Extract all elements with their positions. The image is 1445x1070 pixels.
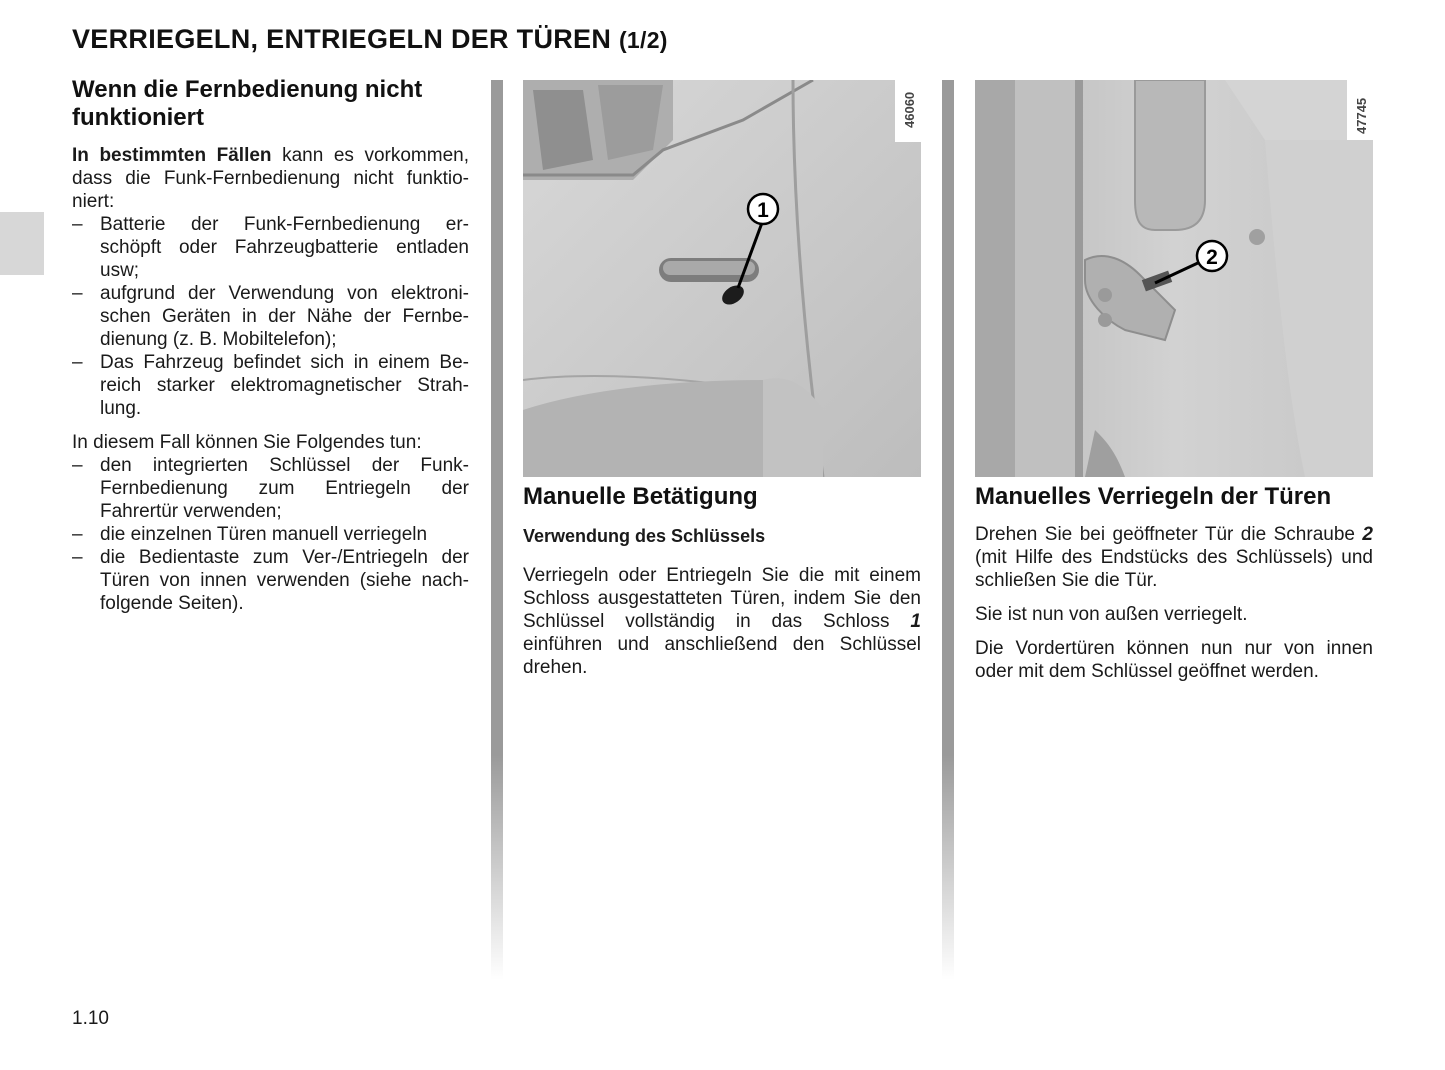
intro-rest: kann es vorkommen, dass die Funk-Fernbedienung nicht funktio-niert: bbox=[72, 145, 469, 212]
door-latch-illustration bbox=[975, 80, 1373, 477]
column-divider-1 bbox=[491, 80, 503, 980]
intro-bold: In bestimmten Fällen bbox=[72, 145, 272, 166]
figure-door-lock bbox=[523, 80, 921, 477]
figure-door-latch bbox=[975, 80, 1373, 477]
section-heading-remote: Wenn die Fernbedienung nicht funktioniert bbox=[72, 76, 423, 131]
list-item: – die einzelnen Türen manuell verriegeln bbox=[72, 523, 469, 546]
front-doors-paragraph: Die Vordertüren können nun nur von innen oder mit dem Schlüssel geöffnet werden. bbox=[975, 638, 1373, 682]
locked-paragraph: Sie ist nun von außen verriegelt. bbox=[975, 604, 1248, 625]
callout-label: 1 bbox=[757, 199, 769, 222]
text-after-ref: einführen und anschließend den Schlüssel drehen. bbox=[523, 634, 921, 678]
callout-label: 2 bbox=[1206, 246, 1218, 269]
reasons-list bbox=[72, 213, 469, 420]
text-before-ref: Drehen Sie bei geöffneter Tür die Schraube bbox=[975, 524, 1363, 545]
figure-id: 46060 bbox=[902, 91, 917, 128]
door-lock-illustration bbox=[523, 80, 921, 477]
page-number: 1.10 bbox=[72, 1008, 109, 1029]
list-item: – aufgrund der Verwendung von elektroni-schen Geräten in der Nähe der Fernbe-dienung (z. B. Mobiltelefon); bbox=[72, 282, 469, 351]
actions-intro: In diesem Fall können Sie Folgendes tun: bbox=[72, 432, 422, 453]
list-item: – die Bedientaste zum Ver-/Entriegeln der Türen von innen verwenden (siehe nach-folgende Seiten). bbox=[72, 546, 469, 615]
page-title bbox=[72, 24, 668, 55]
reference-2: 2 bbox=[1362, 524, 1373, 545]
intro-paragraph bbox=[72, 144, 469, 213]
section-heading-locking: Manuelles Verriegeln der Türen bbox=[975, 483, 1332, 510]
column-manual-operation bbox=[523, 483, 921, 690]
list-item: – den integrierten Schlüssel der Funk-Fernbedienung zum Entriegeln der Fahrertür verwenden; bbox=[72, 454, 469, 523]
reference-1: 1 bbox=[910, 611, 921, 632]
page-title-text: VERRIEGELN, ENTRIEGELN DER TÜREN bbox=[72, 24, 612, 54]
column-remote-failure bbox=[72, 76, 469, 626]
screw-instructions bbox=[975, 523, 1373, 592]
section-heading-manual: Manuelle Betätigung bbox=[523, 483, 758, 510]
column-divider-2 bbox=[942, 80, 954, 980]
figure-id: 47745 bbox=[1354, 97, 1369, 134]
key-instructions bbox=[523, 564, 921, 679]
list-item: – Batterie der Funk-Fernbedienung er-schöpft oder Fahrzeugbatterie entladen usw; bbox=[72, 213, 469, 282]
actions-list bbox=[72, 454, 469, 615]
page-part: (1/2) bbox=[618, 27, 668, 53]
subheading-key-usage: Verwendung des Schlüssels bbox=[523, 526, 766, 546]
list-item: – Das Fahrzeug befindet sich in einem Be-reich starker elektromagnetischer Strah-lung. bbox=[72, 351, 469, 420]
text-after-ref: (mit Hilfe des Endstücks des Schlüssels) und schließen Sie die Tür. bbox=[975, 547, 1373, 591]
text-before-ref: Verriegeln oder Entriegeln Sie die mit einem Schloss ausgestatteten Türen, indem Sie den Schlüssel vollständig in das Schloss bbox=[523, 565, 921, 632]
column-manual-locking bbox=[975, 483, 1373, 694]
chapter-tab bbox=[0, 212, 44, 275]
